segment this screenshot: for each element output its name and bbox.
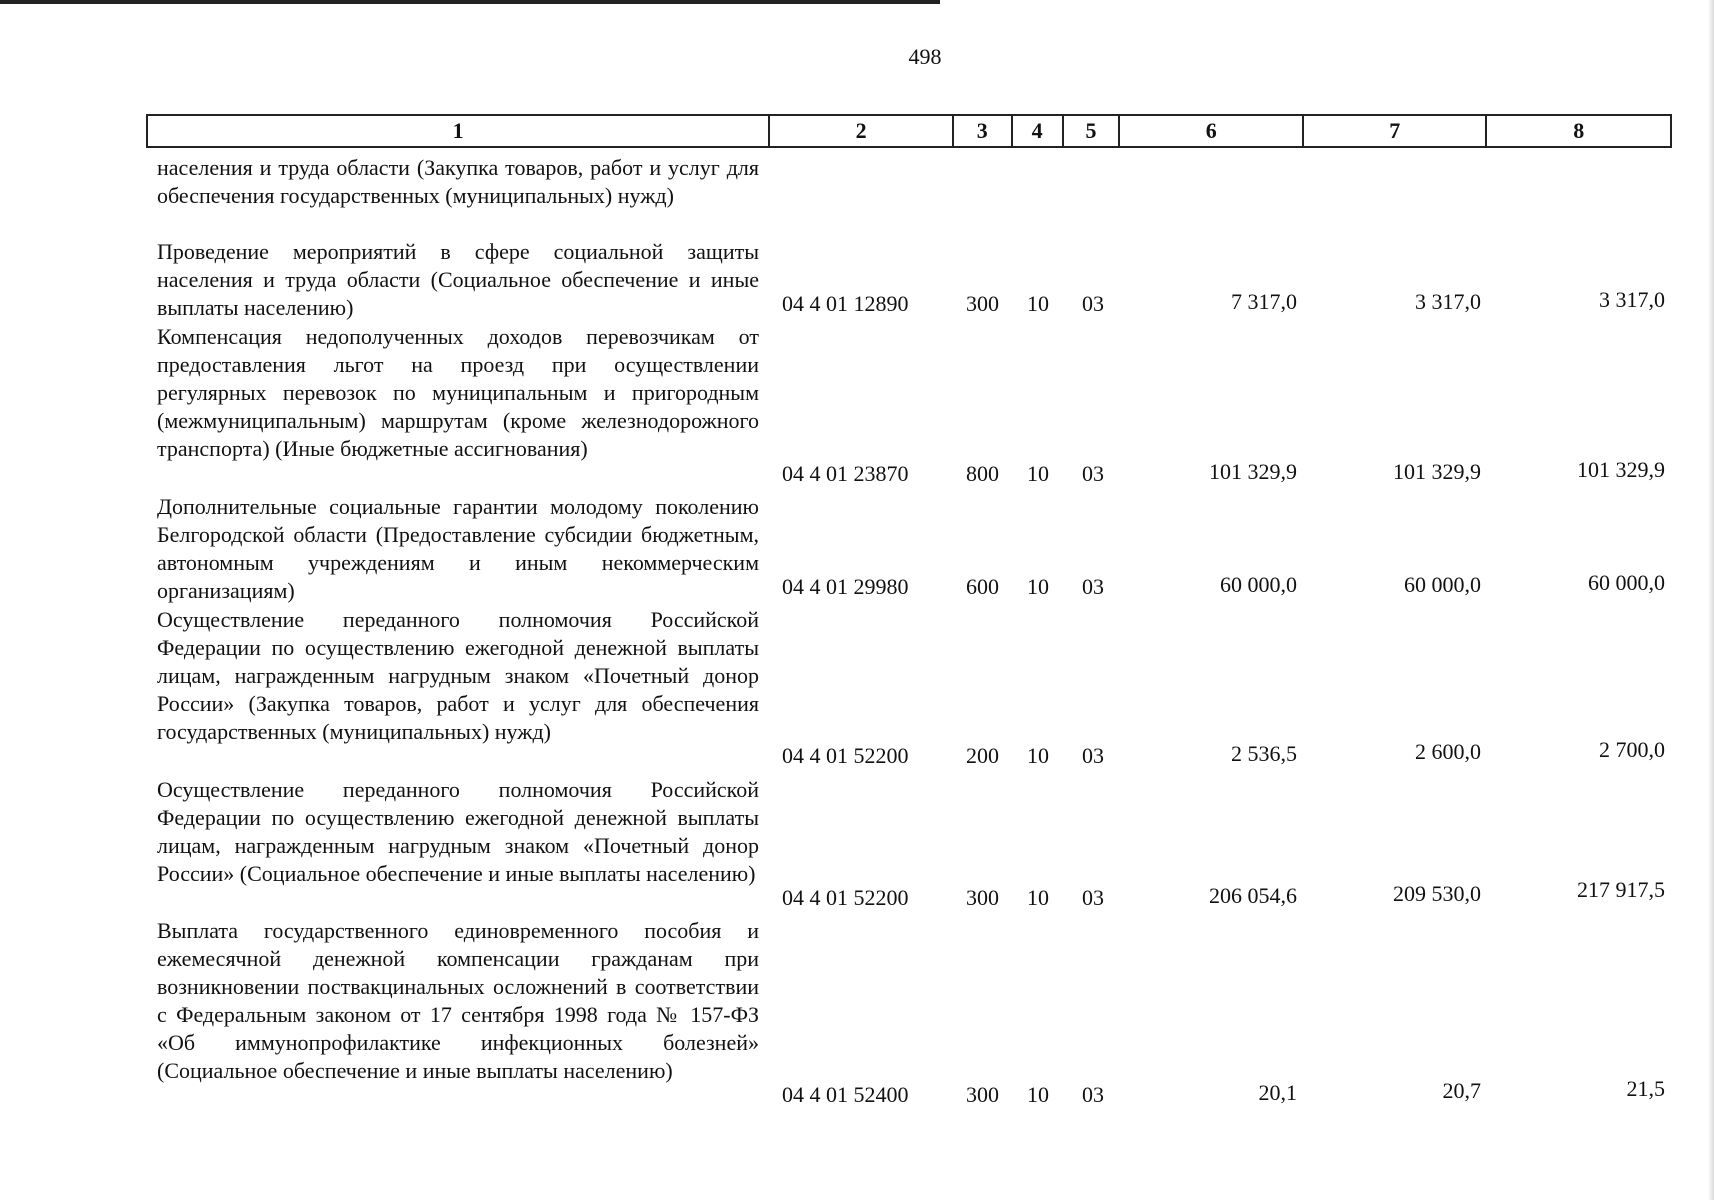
table-header (146, 114, 1672, 148)
row-col-3: 300 (966, 1082, 999, 1107)
row-col-6: 20,1 (1258, 1080, 1297, 1105)
top-border-line (0, 0, 940, 4)
row-col-5: 03 (1082, 574, 1104, 599)
row-code: 04 4 01 52400 (782, 1082, 909, 1107)
header-col-1: 1 (148, 116, 770, 146)
row-code: 04 4 01 52200 (782, 743, 909, 768)
row-col-7: 101 329,9 (1393, 459, 1481, 484)
header-col-5: 5 (1064, 116, 1121, 146)
row-code: 04 4 01 29980 (782, 574, 909, 599)
row-col-3: 800 (966, 461, 999, 486)
row-col-5: 03 (1082, 461, 1104, 486)
row-col-5: 03 (1082, 291, 1104, 316)
row-description: Дополнительные социальные гарантии молодому поколению Белгородской области (Предоставление субсидии бюджетным, автономным учреждениям и иным некоммерческим организациям) (157, 494, 759, 603)
row-col-6: 206 054,6 (1209, 883, 1297, 908)
row-col-8: 217 917,5 (1577, 877, 1665, 902)
page-number: 498 (908, 44, 942, 69)
row-col-5: 03 (1082, 1082, 1104, 1107)
row-description: Проведение мероприятий в сфере социальной защиты населения и труда области (Социальное обеспечение и иные выплаты населению) (157, 239, 759, 320)
row-col-5: 03 (1082, 885, 1104, 910)
row-col-7: 60 000,0 (1404, 572, 1481, 597)
row-description: населения и труда области (Закупка товаров, работ и услуг для обеспечения государственных (муниципальных) нужд) (157, 155, 759, 208)
scan-edge-shadow (1708, 0, 1714, 1200)
row-col-4: 10 (1027, 1082, 1049, 1107)
row-col-3: 300 (966, 885, 999, 910)
row-col-7: 20,7 (1442, 1078, 1481, 1103)
row-col-4: 10 (1027, 885, 1049, 910)
row-col-4: 10 (1027, 461, 1049, 486)
row-col-8: 60 000,0 (1588, 570, 1665, 595)
header-col-2: 2 (770, 116, 954, 146)
row-col-3: 600 (966, 574, 999, 599)
row-description: Осуществление переданного полномочия Российской Федерации по осуществлению ежегодной денежной выплаты лицам, награжденным нагрудным знаком «Почетный донор России» (Социальное обеспечение и иные выплаты населению) (157, 777, 759, 886)
row-col-6: 7 317,0 (1231, 289, 1297, 314)
row-col-4: 10 (1027, 291, 1049, 316)
row-col-6: 2 536,5 (1231, 741, 1297, 766)
row-col-7: 3 317,0 (1415, 289, 1481, 314)
row-code: 04 4 01 23870 (782, 461, 909, 486)
row-code: 04 4 01 52200 (782, 885, 909, 910)
row-col-7: 209 530,0 (1393, 881, 1481, 906)
header-col-7: 7 (1304, 116, 1488, 146)
header-col-3: 3 (954, 116, 1013, 146)
row-col-8: 21,5 (1626, 1076, 1665, 1101)
row-col-3: 200 (966, 743, 999, 768)
row-col-7: 2 600,0 (1415, 739, 1481, 764)
row-description: Осуществление переданного полномочия Российской Федерации по осуществлению ежегодной денежной выплаты лицам, награжденным нагрудным знаком «Почетный донор России» (Закупка товаров, работ и услуг для обеспечения государственных (муниципальных) нужд) (157, 607, 759, 744)
row-col-6: 60 000,0 (1220, 572, 1297, 597)
row-col-5: 03 (1082, 743, 1104, 768)
row-col-3: 300 (966, 291, 999, 316)
row-col-4: 10 (1027, 743, 1049, 768)
row-col-8: 3 317,0 (1599, 287, 1665, 312)
header-col-4: 4 (1013, 116, 1064, 146)
row-code: 04 4 01 12890 (782, 291, 909, 316)
row-description: Компенсация недополученных доходов перевозчикам от предоставления льгот на проезд при осуществлении регулярных перевозок по муниципальным и пригородным (межмуниципальным) маршрутам (кроме железнодорожного транспорта) (Иные бюджетные ассигнования) (157, 324, 759, 461)
row-col-6: 101 329,9 (1209, 459, 1297, 484)
header-col-8: 8 (1573, 118, 1585, 143)
header-col-6: 6 (1120, 116, 1304, 146)
row-description: Выплата государственного единовременного пособия и ежемесячной денежной компенсации гражданам при возникновении поствакцинальных осложнений в соответствии с Федеральным законом от 17 сентября 1998 года № 157-ФЗ «Об иммунопрофилактике инфекционных болезней» (Социальное обеспечение и иные выплаты населению) (157, 918, 759, 1083)
row-col-8: 101 329,9 (1577, 457, 1665, 482)
row-col-4: 10 (1027, 574, 1049, 599)
row-col-8: 2 700,0 (1599, 737, 1665, 762)
